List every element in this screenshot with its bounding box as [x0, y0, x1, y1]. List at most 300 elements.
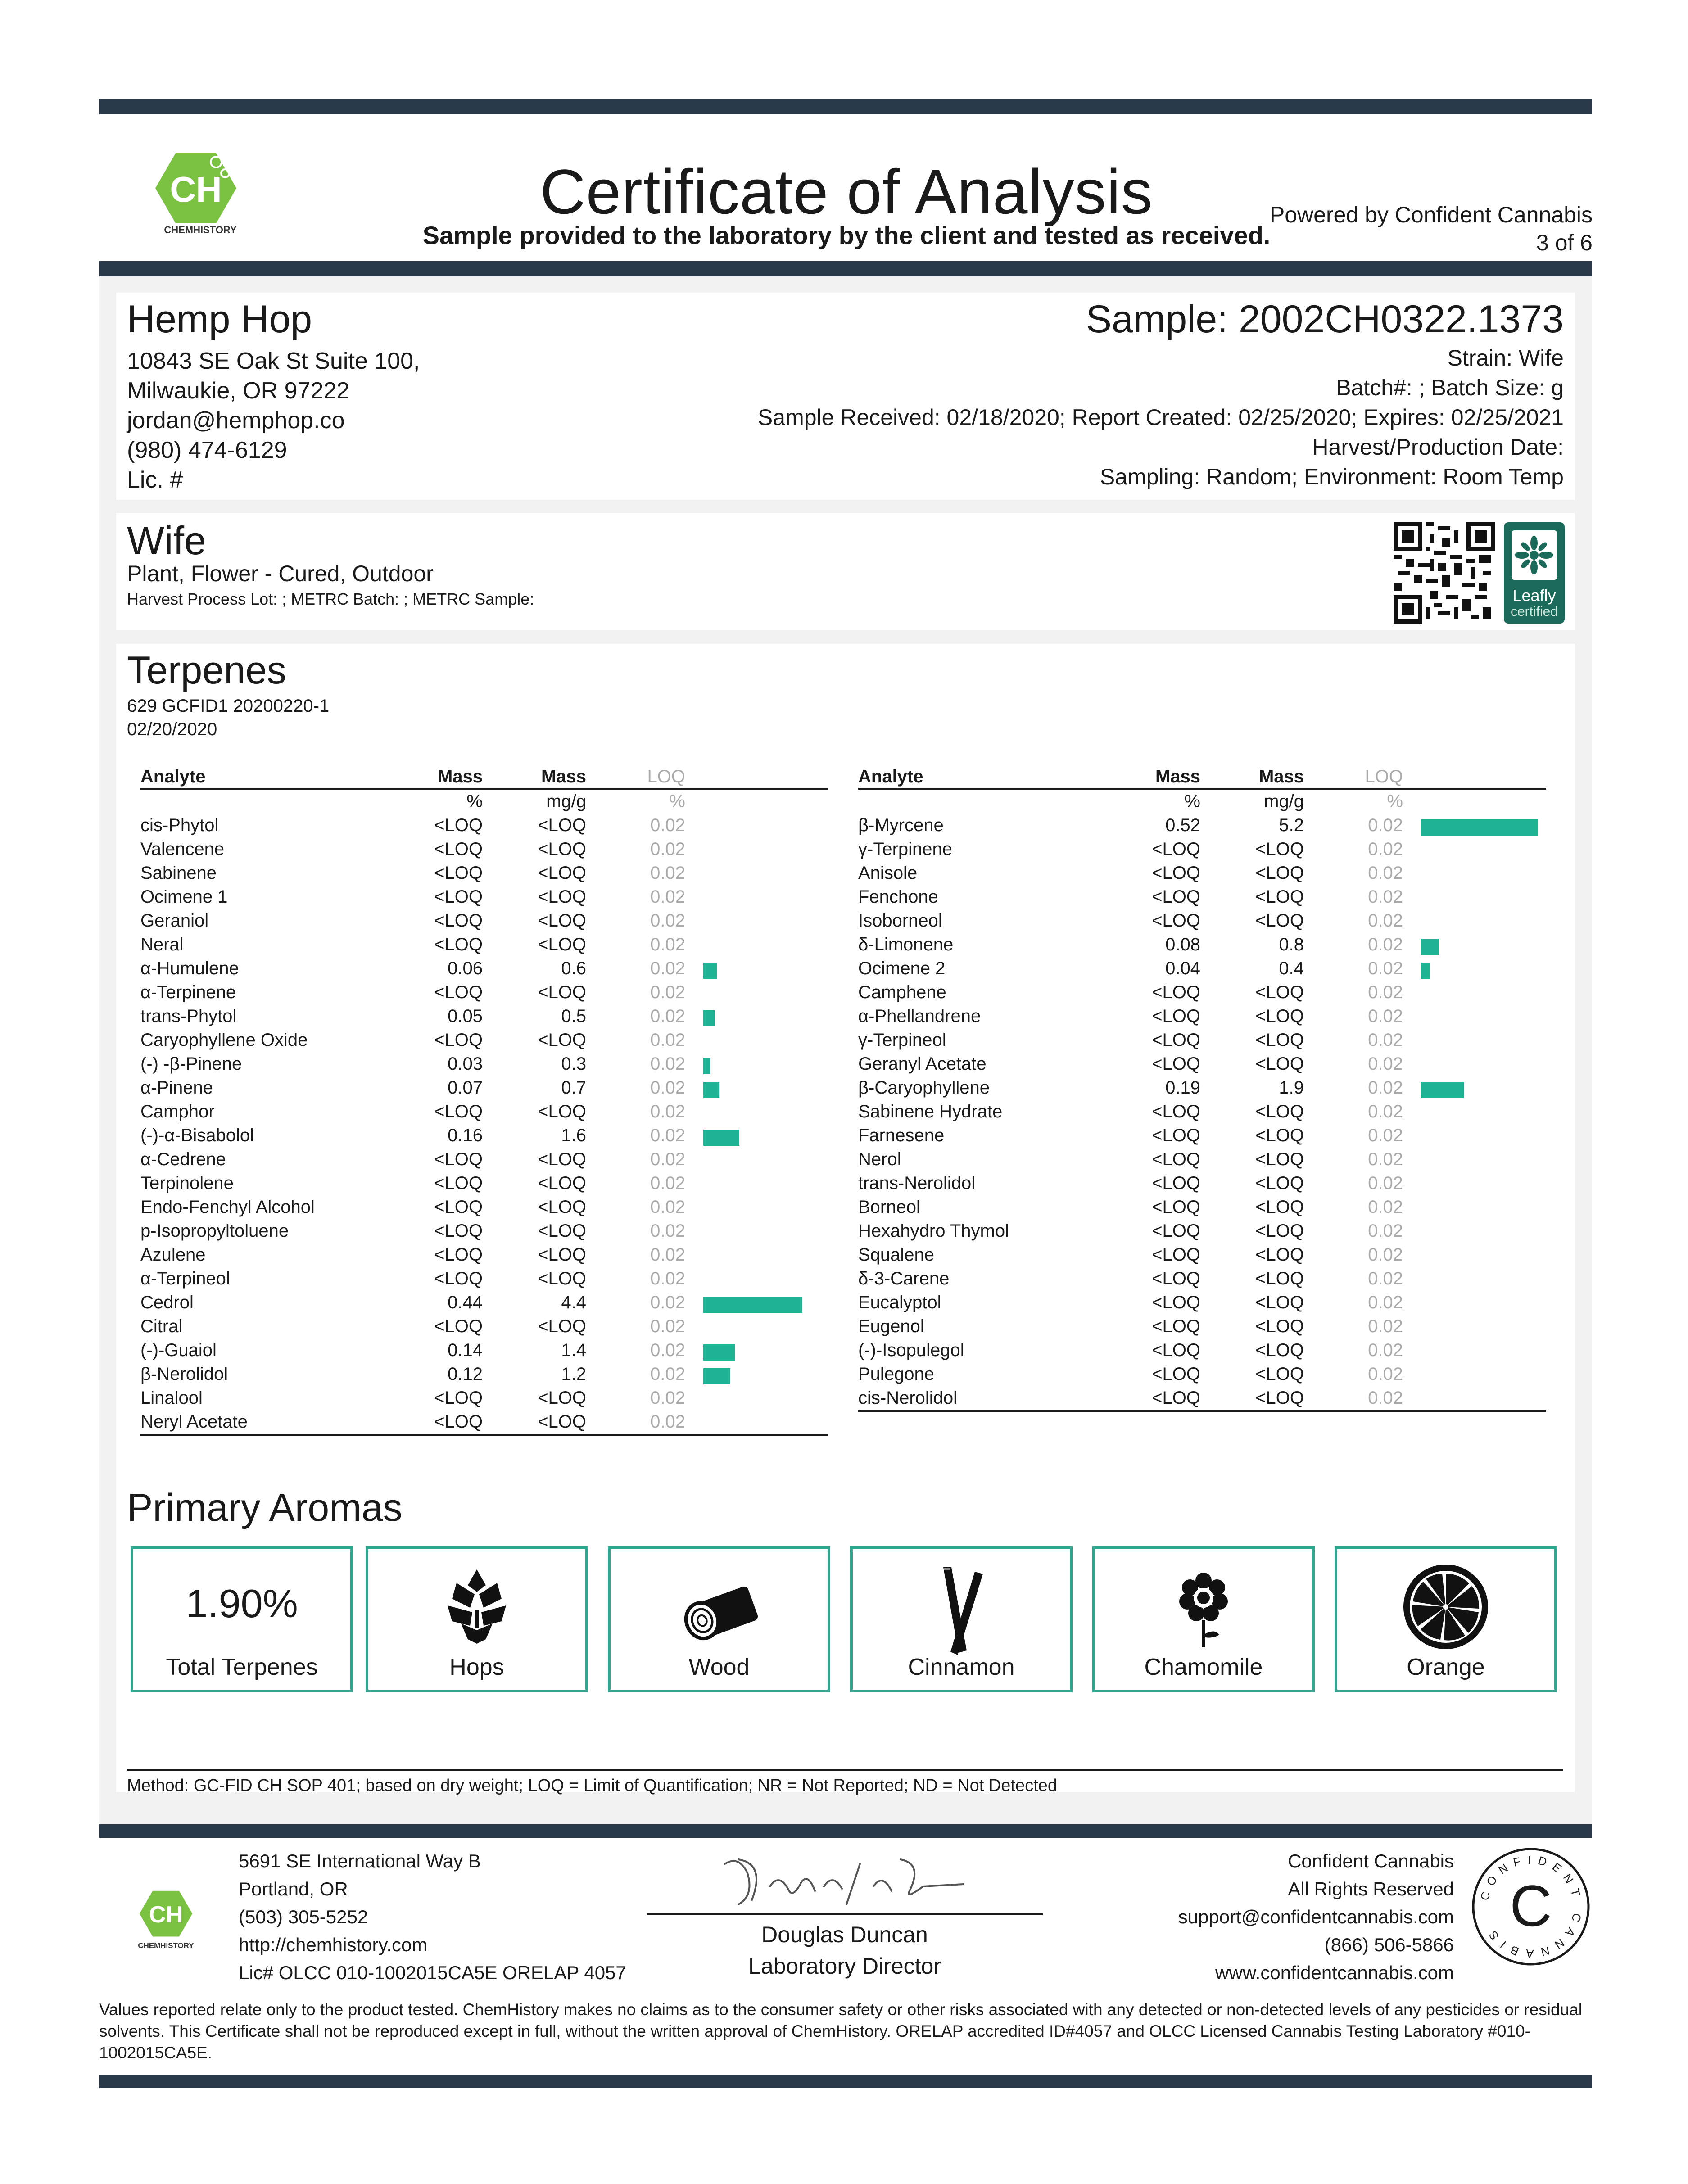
concentration-bar-cell [1403, 1052, 1546, 1076]
mass-percent: <LOQ [1152, 1221, 1200, 1241]
analyte-name: Eugenol [858, 1316, 924, 1336]
mass-mg-per-g: <LOQ [538, 982, 586, 1002]
client-email: jordan@hemphop.co [127, 407, 345, 434]
unit-mg: mg/g [1264, 791, 1304, 811]
loq-value: 0.02 [650, 1269, 685, 1289]
loq-value: 0.02 [1368, 863, 1403, 883]
analyte-name: Fenchone [858, 887, 938, 907]
terpene-row [858, 837, 1546, 861]
concentration-bar-cell [685, 933, 828, 957]
mass-percent: <LOQ [434, 982, 483, 1002]
mass-mg-per-g: 0.8 [1279, 935, 1304, 954]
terpene-row [140, 957, 828, 981]
loq-value: 0.02 [1368, 1030, 1403, 1050]
cc-website[interactable]: www.confidentcannabis.com [1215, 1962, 1454, 1983]
concentration-bar-cell [1403, 1171, 1546, 1195]
sample-id: Sample: 2002CH0322.1373 [1086, 298, 1564, 341]
concentration-bar [1421, 939, 1439, 955]
loq-value: 0.02 [650, 935, 685, 954]
terpene-row [140, 1195, 828, 1219]
header-mass-mg: Mass [483, 765, 586, 789]
mass-mg-per-g: <LOQ [1200, 1386, 1304, 1411]
concentration-bar-cell [685, 1195, 828, 1219]
analyte-name: Geranyl Acetate [858, 1054, 987, 1074]
terpene-row [140, 1267, 828, 1291]
mass-mg-per-g: <LOQ [1255, 1173, 1304, 1193]
loq-value: 0.02 [650, 1197, 685, 1217]
loq-value: 0.02 [650, 1221, 685, 1241]
mass-percent: <LOQ [434, 1388, 483, 1408]
terpene-row [858, 1362, 1546, 1386]
mass-percent: <LOQ [434, 887, 483, 907]
mass-mg-per-g: <LOQ [1255, 1245, 1304, 1265]
analyte-name: Neryl Acetate [140, 1410, 393, 1435]
terpene-row [140, 1100, 828, 1124]
terpene-row [140, 861, 828, 885]
chemhistory-logo [149, 149, 252, 248]
mass-mg-per-g: <LOQ [1255, 1030, 1304, 1050]
mass-percent: <LOQ [434, 815, 483, 835]
analyte-name: δ-3-Carene [858, 1269, 950, 1289]
terpene-row [858, 1338, 1546, 1362]
mass-percent: <LOQ [434, 1149, 483, 1169]
mass-mg-per-g: 0.3 [561, 1054, 586, 1074]
mass-mg-per-g: 0.4 [1279, 959, 1304, 978]
terpene-row [140, 1028, 828, 1052]
loq-value: 0.02 [1368, 911, 1403, 931]
product-type: Plant, Flower - Cured, Outdoor [127, 561, 434, 586]
terpene-row [858, 1243, 1546, 1267]
sample-harvest: Harvest/Production Date: [1312, 434, 1564, 460]
loq-value: 0.02 [1368, 1197, 1403, 1217]
concentration-bar-cell [685, 1076, 828, 1100]
header-loq: LOQ [586, 765, 685, 789]
concentration-bar-cell [685, 1243, 828, 1267]
analyte-name: Caryophyllene Oxide [140, 1030, 308, 1050]
aroma-label: Hops [449, 1654, 504, 1680]
mass-percent: <LOQ [1152, 1197, 1200, 1217]
mass-mg-per-g: 4.4 [561, 1293, 586, 1312]
mass-percent: <LOQ [1152, 1364, 1200, 1384]
analyte-name: Farnesene [858, 1126, 945, 1145]
terpene-row [858, 814, 1546, 837]
analyte-name: δ-Limonene [858, 935, 954, 954]
loq-value: 0.02 [650, 1340, 685, 1360]
mass-percent: <LOQ [1152, 839, 1200, 859]
aroma-label: Wood [688, 1654, 750, 1680]
mass-mg-per-g: <LOQ [538, 1030, 586, 1050]
orange-slice-icon [1401, 1562, 1491, 1652]
confident-cannabis-seal [1470, 1846, 1592, 1967]
terpene-row [858, 981, 1546, 1004]
concentration-bar-cell [685, 1052, 828, 1076]
concentration-bar [703, 1058, 710, 1074]
terpene-table-left [140, 765, 828, 1436]
concentration-bar-cell [1403, 1004, 1546, 1028]
bottom-rule [99, 2075, 1592, 2088]
analyte-name: Geraniol [140, 911, 209, 931]
terpene-row [858, 1124, 1546, 1148]
terpene-row [858, 1267, 1546, 1291]
mass-mg-per-g: <LOQ [538, 887, 586, 907]
concentration-bar-cell [1403, 1148, 1546, 1171]
mass-mg-per-g: <LOQ [538, 911, 586, 931]
concentration-bar-cell [1403, 1195, 1546, 1219]
loq-value: 0.02 [650, 959, 685, 978]
analyte-name: Cedrol [140, 1293, 194, 1312]
concentration-bar-cell [1403, 861, 1546, 885]
loq-value: 0.02 [650, 887, 685, 907]
analyte-name: (-)-α-Bisabolol [140, 1126, 254, 1145]
concentration-bar-cell [1403, 909, 1546, 933]
terpene-row [858, 1148, 1546, 1171]
analyte-name: (-)-Isopulegol [858, 1340, 964, 1360]
concentration-bar [703, 1368, 730, 1384]
seal-text: CONFIDENT CANNABIS [1477, 1853, 1585, 1961]
mass-percent: 0.12 [448, 1364, 483, 1384]
terpene-row [140, 1243, 828, 1267]
loq-value: 0.02 [650, 1030, 685, 1050]
mass-percent: 0.52 [1165, 815, 1200, 835]
lab-phone: (503) 305-5252 [239, 1906, 368, 1927]
footer-logo-name: CHEMHISTORY [138, 1941, 194, 1950]
loq-value: 0.02 [650, 1293, 685, 1312]
terpene-row [140, 1338, 828, 1362]
mass-percent: <LOQ [434, 1197, 483, 1217]
client-address2: Milwaukie, OR 97222 [127, 378, 350, 404]
analyte-name: β-Nerolidol [140, 1364, 228, 1384]
terpene-row [858, 1100, 1546, 1124]
mass-mg-per-g: <LOQ [538, 863, 586, 883]
concentration-bar-cell [685, 1386, 828, 1410]
mass-percent: <LOQ [434, 839, 483, 859]
loq-value: 0.02 [650, 911, 685, 931]
loq-value: 0.02 [1368, 1221, 1403, 1241]
loq-value: 0.02 [1368, 1173, 1403, 1193]
leafly-sublabel: certified [1510, 604, 1558, 619]
concentration-bar [703, 1130, 739, 1146]
logo-name: CHEMHISTORY [164, 224, 237, 235]
mass-mg-per-g: <LOQ [1255, 1102, 1304, 1121]
mass-percent: <LOQ [1152, 863, 1200, 883]
loq-value: 0.02 [1368, 1364, 1403, 1384]
terpene-row [140, 909, 828, 933]
mass-mg-per-g: <LOQ [1255, 1269, 1304, 1289]
terpenes-title: Terpenes [127, 649, 286, 692]
page-title: Certificate of Analysis [540, 156, 1153, 227]
concentration-bar-cell [685, 1267, 828, 1291]
mass-mg-per-g: <LOQ [1255, 863, 1304, 883]
analyte-name: α-Pinene [140, 1078, 213, 1098]
mass-mg-per-g: <LOQ [538, 1316, 586, 1336]
mass-mg-per-g: <LOQ [1255, 911, 1304, 931]
cc-phone: (866) 506-5866 [1324, 1934, 1454, 1955]
signature-line [647, 1913, 1043, 1915]
concentration-bar-cell [685, 1362, 828, 1386]
concentration-bar [1421, 1082, 1464, 1098]
method-note: Method: GC-FID CH SOP 401; based on dry weight; LOQ = Limit of Quantification; NR = Not Reported; ND = Not Detected [127, 1776, 1057, 1795]
leafly-leaf-icon [1504, 526, 1565, 584]
sample-batch: Batch#: ; Batch Size: g [1336, 375, 1564, 400]
product-meta: Harvest Process Lot: ; METRC Batch: ; METRC Sample: [127, 590, 534, 608]
mass-percent: 0.44 [448, 1293, 483, 1312]
mass-percent: <LOQ [1152, 1245, 1200, 1265]
concentration-bar-cell [685, 1028, 828, 1052]
unit-loq: % [1387, 791, 1403, 811]
mass-percent: <LOQ [1152, 1126, 1200, 1145]
concentration-bar-cell [1403, 1267, 1546, 1291]
terpene-row [858, 909, 1546, 933]
mass-percent: <LOQ [434, 1221, 483, 1241]
mass-percent: <LOQ [434, 911, 483, 931]
analyte-name: α-Phellandrene [858, 1006, 981, 1026]
concentration-bar-cell [1403, 885, 1546, 909]
loq-value: 0.02 [650, 1006, 685, 1026]
mass-mg-per-g: <LOQ [538, 1245, 586, 1265]
concentration-bar-cell [1403, 1076, 1546, 1100]
analyte-name: Neral [140, 935, 184, 954]
mass-percent: <LOQ [434, 1173, 483, 1193]
mass-mg-per-g: <LOQ [538, 1269, 586, 1289]
mass-percent: <LOQ [1152, 1030, 1200, 1050]
concentration-bar-cell [685, 909, 828, 933]
terpene-row [858, 885, 1546, 909]
method-rule [127, 1769, 1563, 1771]
director-name: Douglas Duncan [761, 1922, 928, 1947]
concentration-bar [703, 1344, 735, 1361]
concentration-bar-cell [685, 885, 828, 909]
sample-strain: Strain: Wife [1447, 345, 1564, 371]
mass-mg-per-g: 5.2 [1279, 815, 1304, 835]
aroma-orange [1335, 1546, 1557, 1692]
mass-mg-per-g: <LOQ [1255, 1316, 1304, 1336]
terpene-row [140, 1219, 828, 1243]
header-analyte: Analyte [858, 765, 1110, 789]
mass-mg-per-g: <LOQ [1255, 1221, 1304, 1241]
concentration-bar-cell [1403, 1291, 1546, 1315]
header-rule [99, 261, 1592, 276]
mass-mg-per-g: <LOQ [538, 1173, 586, 1193]
terpene-row [858, 1171, 1546, 1195]
mass-percent: <LOQ [434, 1245, 483, 1265]
mass-mg-per-g: <LOQ [538, 1221, 586, 1241]
loq-value: 0.02 [650, 863, 685, 883]
terpene-row [140, 1291, 828, 1315]
chamomile-flower-icon [1172, 1567, 1235, 1653]
terpene-row [140, 1052, 828, 1076]
analyte-name: Squalene [858, 1245, 935, 1265]
loq-value: 0.02 [650, 1245, 685, 1265]
mass-mg-per-g: <LOQ [538, 815, 586, 835]
mass-mg-per-g: <LOQ [1255, 1149, 1304, 1169]
mass-percent: <LOQ [434, 1316, 483, 1336]
mass-mg-per-g: <LOQ [1255, 1293, 1304, 1312]
analyte-name: cis-Nerolidol [858, 1386, 1110, 1411]
concentration-bar-cell [685, 1100, 828, 1124]
qr-code[interactable] [1394, 522, 1495, 624]
mass-percent: <LOQ [1152, 1173, 1200, 1193]
director-signature [711, 1846, 982, 1913]
terpene-table-right [858, 765, 1546, 1412]
loq-value: 0.02 [1304, 1386, 1403, 1411]
concentration-bar-cell [1403, 1124, 1546, 1148]
analyte-name: Citral [140, 1316, 183, 1336]
terpene-row [140, 1386, 828, 1410]
cinnamon-icon [925, 1563, 997, 1657]
page-number: 3 of 6 [1536, 230, 1593, 255]
aroma-label: Orange [1407, 1654, 1485, 1680]
aromas-title: Primary Aromas [127, 1486, 403, 1529]
unit-loq: % [669, 791, 685, 811]
loq-value: 0.02 [650, 815, 685, 835]
mass-mg-per-g: <LOQ [538, 935, 586, 954]
concentration-bar-cell [685, 1410, 828, 1435]
loq-value: 0.02 [650, 1126, 685, 1145]
total-terpenes-box [131, 1546, 353, 1692]
mass-percent: <LOQ [434, 1269, 483, 1289]
mass-percent: 0.07 [448, 1078, 483, 1098]
mass-mg-per-g: <LOQ [1255, 1197, 1304, 1217]
terpene-row [140, 1410, 828, 1435]
loq-value: 0.02 [1368, 1245, 1403, 1265]
concentration-bar-cell [1403, 1386, 1546, 1411]
concentration-bar-cell [685, 981, 828, 1004]
concentration-bar [703, 1297, 802, 1313]
concentration-bar-cell [685, 1291, 828, 1315]
unit-pct: % [1184, 791, 1200, 811]
mass-mg-per-g: <LOQ [1255, 839, 1304, 859]
loq-value: 0.02 [1368, 959, 1403, 978]
analyte-name: Isoborneol [858, 911, 942, 931]
analyte-name: cis-Phytol [140, 815, 219, 835]
loq-value: 0.02 [1368, 1149, 1403, 1169]
terpene-row [858, 1052, 1546, 1076]
terpene-row [140, 1148, 828, 1171]
lab-address1: 5691 SE International Way B [239, 1850, 481, 1872]
loq-value: 0.02 [1368, 1102, 1403, 1121]
mass-mg-per-g: 1.4 [561, 1340, 586, 1360]
terpene-row [140, 1076, 828, 1100]
concentration-bar-cell [1403, 1028, 1546, 1052]
header-mass-pct: Mass [1110, 765, 1200, 789]
mass-percent: <LOQ [1152, 1269, 1200, 1289]
analyte-name: Camphene [858, 982, 946, 1002]
loq-value: 0.02 [1368, 1293, 1403, 1312]
director-title: Laboratory Director [748, 1953, 941, 1979]
client-license: Lic. # [127, 467, 183, 493]
mass-percent: 0.08 [1165, 935, 1200, 954]
footer-rule [99, 1824, 1592, 1838]
concentration-bar-cell [1403, 837, 1546, 861]
terpenes-date: 02/20/2020 [127, 719, 217, 739]
terpene-row [858, 1195, 1546, 1219]
terpene-row [140, 885, 828, 909]
mass-mg-per-g: 1.6 [561, 1126, 586, 1145]
concentration-bar-cell [1403, 1219, 1546, 1243]
mass-mg-per-g: <LOQ [1255, 1054, 1304, 1074]
loq-value: 0.02 [650, 1388, 685, 1408]
aroma-chamomile [1092, 1546, 1315, 1692]
sample-sampling: Sampling: Random; Environment: Room Temp [1100, 464, 1564, 489]
aroma-label: Chamomile [1144, 1654, 1263, 1680]
concentration-bar-cell [685, 1004, 828, 1028]
mass-mg-per-g: <LOQ [538, 1388, 586, 1408]
concentration-bar-cell [685, 957, 828, 981]
concentration-bar-cell [1403, 981, 1546, 1004]
footer-chemhistory-logo [135, 1886, 203, 1954]
analyte-name: γ-Terpinene [858, 839, 953, 859]
concentration-bar-cell [685, 837, 828, 861]
analyte-name: Azulene [140, 1245, 206, 1265]
terpene-row [858, 957, 1546, 981]
loq-value: 0.02 [1368, 1340, 1403, 1360]
mass-mg-per-g: <LOQ [1255, 1126, 1304, 1145]
terpene-row [858, 1386, 1546, 1411]
loq-value: 0.02 [1368, 1054, 1403, 1074]
analyte-name: trans-Nerolidol [858, 1173, 976, 1193]
loq-value: 0.02 [1368, 1078, 1403, 1098]
mass-mg-per-g: <LOQ [483, 1410, 586, 1435]
loq-value: 0.02 [650, 1316, 685, 1336]
loq-value: 0.02 [1368, 935, 1403, 954]
mass-percent: <LOQ [393, 1410, 483, 1435]
concentration-bar [1421, 963, 1430, 979]
lab-website[interactable]: http://chemhistory.com [239, 1934, 428, 1955]
loq-value: 0.02 [1368, 839, 1403, 859]
concentration-bar-cell [685, 861, 828, 885]
lab-license: Lic# OLCC 010-1002015CA5E ORELAP 4057 [239, 1962, 626, 1983]
loq-value: 0.02 [650, 1364, 685, 1384]
top-rule [99, 99, 1592, 114]
loq-value: 0.02 [650, 1173, 685, 1193]
terpene-row [140, 1171, 828, 1195]
analyte-name: Pulegone [858, 1364, 935, 1384]
analyte-name: Hexahydro Thymol [858, 1221, 1009, 1241]
analyte-name: β-Caryophyllene [858, 1078, 990, 1098]
loq-value: 0.02 [1368, 815, 1403, 835]
aroma-label: Cinnamon [908, 1654, 1015, 1680]
concentration-bar-cell [685, 1219, 828, 1243]
mass-percent: <LOQ [1152, 982, 1200, 1002]
lab-address2: Portland, OR [239, 1878, 348, 1899]
concentration-bar-cell [1403, 933, 1546, 957]
concentration-bar-cell [685, 1338, 828, 1362]
mass-mg-per-g: <LOQ [538, 1102, 586, 1121]
analyte-name: (-)-Guaiol [140, 1340, 217, 1360]
terpene-row [140, 814, 828, 837]
client-address1: 10843 SE Oak St Suite 100, [127, 348, 420, 374]
mass-percent: 0.19 [1165, 1078, 1200, 1098]
concentration-bar-cell [1403, 814, 1546, 837]
cc-email[interactable]: support@confidentcannabis.com [1178, 1906, 1454, 1927]
footer-logo-letters: CH [149, 1902, 183, 1928]
loq-value: 0.02 [650, 839, 685, 859]
terpene-row [140, 981, 828, 1004]
hops-icon [439, 1567, 515, 1648]
mass-mg-per-g: 0.7 [561, 1078, 586, 1098]
concentration-bar [1421, 819, 1538, 836]
concentration-bar-cell [685, 1124, 828, 1148]
aroma-cinnamon [850, 1546, 1073, 1692]
analyte-name: β-Myrcene [858, 815, 944, 835]
mass-percent: <LOQ [1152, 1340, 1200, 1360]
loq-value: 0.02 [1368, 1269, 1403, 1289]
terpene-row [140, 837, 828, 861]
leafly-certified-badge[interactable] [1504, 522, 1565, 624]
mass-percent: <LOQ [1152, 1149, 1200, 1169]
terpene-row [140, 933, 828, 957]
concentration-bar-cell [1403, 1315, 1546, 1338]
